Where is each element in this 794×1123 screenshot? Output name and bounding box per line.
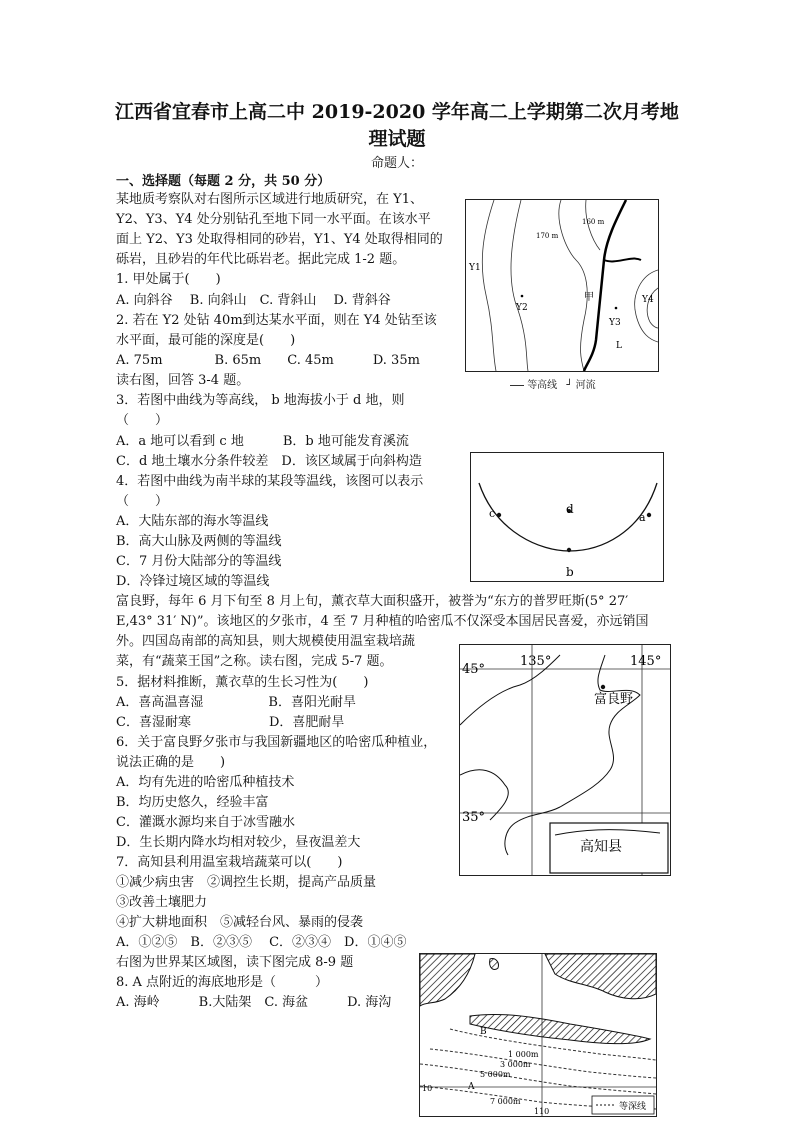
text-line: 说法正确的是 )	[116, 755, 226, 770]
text-line: 6．关于富良野夕张市与我国新疆地区的哈密瓜种植业，	[116, 735, 437, 750]
text-line: C．7 月份大陆部分的等温线	[116, 554, 282, 569]
text-line: 砾岩，且砂岩的年代比砾岩老。据此完成 1-2 题。	[116, 252, 406, 267]
label-lat-35: 35°	[462, 810, 486, 825]
label-c: c	[489, 507, 496, 520]
label-b-point: B	[480, 1027, 487, 1037]
text-line: D．冷锋过境区域的等温线	[116, 574, 270, 589]
figure-contour-map	[465, 199, 659, 372]
text-line: C．灌溉水源均来自于冰雪融水	[116, 815, 295, 830]
label-lon-110: 110	[534, 1107, 550, 1116]
text-line: A. 向斜谷 B. 向斜山 C. 背斜山 D. 背斜谷	[116, 293, 391, 308]
text-line: A．①②⑤ B．②③⑤ C．②③④ D．①④⑤	[116, 935, 407, 950]
section-heading: 一、选择题（每题 2 分，共 50 分）	[116, 174, 331, 189]
text-line: C．喜湿耐寒 D．喜肥耐旱	[116, 715, 345, 730]
label-b: b	[566, 565, 574, 579]
text-line: 右图为世界某区域图，读下图完成 8-9 题	[116, 955, 354, 970]
text-line: （ ）	[116, 413, 169, 428]
page-title-line2: 理试题	[368, 128, 426, 150]
text-line: A．喜高温喜湿 B．喜阳光耐旱	[116, 695, 356, 710]
figure-ocean-map	[419, 953, 657, 1117]
text-line: ③改善土壤肥力	[116, 895, 208, 910]
depth-5000: 5 000m	[480, 1070, 511, 1079]
depth-3000: 3 000m	[500, 1060, 531, 1069]
author-label: 命题人：	[370, 156, 423, 171]
text-line: A. 海岭 B.大陆架 C. 海盆 D. 海沟	[116, 995, 392, 1010]
figure1-legend: 等高线 ┘ 河流	[510, 376, 596, 391]
text-line: （ ）	[116, 494, 169, 509]
text-line: A．均有先进的哈密瓜种植技术	[116, 775, 295, 790]
text-line: 菜，有“蔬菜王国”之称。读右图，完成 5-7 题。	[116, 654, 393, 669]
text-line: 富良野，每年 6 月下旬至 8 月上旬，薰衣草大面积盛开，被誉为“东方的普罗旺斯(5° 27′	[116, 594, 629, 609]
text-line: D．生长期内降水均相对较少，昼夜温差大	[116, 835, 361, 850]
contour-label-170: 170 m	[536, 232, 559, 240]
text-line: 外。四国岛南部的高知县，则大规模使用温室栽培蔬	[116, 634, 416, 649]
text-line: E,43° 31′ N)”。该地区的夕张市，4 至 7 月种植的哈密瓜不仅深受本国居民喜爱，亦远销国	[116, 614, 649, 629]
text-line: 水平面，最可能的深度是( )	[116, 333, 296, 348]
legend-depth-contour: 等深线	[619, 1102, 647, 1112]
label-lon-135: 135°	[520, 654, 552, 669]
label-lat-45: 45°	[462, 662, 486, 677]
figure-japan-map	[459, 644, 671, 876]
legend-river: 河流	[575, 380, 596, 391]
text-line: ①减少病虫害 ②调控生长期，提高产品质量	[116, 875, 377, 890]
text-line: B．高大山脉及两侧的等温线	[116, 534, 282, 549]
label-furano: 富良野	[594, 692, 634, 707]
label-y2: Y2	[516, 303, 528, 313]
text-line: A．a 地可以看到 c 地 B．b 地可能发育溪流	[116, 434, 409, 449]
label-a-point: A	[468, 1082, 475, 1092]
label-jia: 甲	[584, 292, 594, 303]
page-title: 江西省宜春市上高二中 2019-2020 学年高二上学期第二次月考地	[115, 101, 679, 123]
text-line: 2. 若在 Y2 处钻 40m到达某水平面，则在 Y4 处钻至该	[116, 313, 437, 328]
label-d: d	[566, 502, 574, 516]
label-y3: Y3	[609, 318, 621, 328]
text-line: 5．据材料推断，薰衣草的生长习性为( )	[116, 675, 369, 690]
legend-contour: 等高线	[527, 380, 558, 391]
contour-label-160: 160 m	[582, 218, 605, 226]
label-lat-10: 10	[422, 1084, 433, 1093]
figure-curve	[470, 452, 664, 582]
label-y1: Y1	[469, 263, 481, 273]
label-y4: Y4	[642, 295, 654, 305]
depth-1000: 1 000m	[508, 1050, 539, 1059]
label-kochi: 高知县	[580, 839, 622, 855]
text-line: C．d 地土壤水分条件较差 D．该区域属于向斜构造	[116, 454, 422, 469]
text-line: 1. 甲处属于( )	[116, 272, 221, 287]
depth-7000: 7 000m	[490, 1097, 521, 1106]
text-line: 读右图，回答 3-4 题。	[116, 373, 250, 388]
label-l: L	[616, 341, 622, 351]
text-line: A．大陆东部的海水等温线	[116, 514, 269, 529]
text-line: 3．若图中曲线为等高线， b 地海拔小于 d 地，则	[116, 393, 405, 408]
text-line: 8. A 点附近的海底地形是（ ）	[116, 975, 329, 990]
text-line: A. 75m B. 65m C. 45m D. 35m	[116, 353, 420, 368]
text-line: Y2、Y3、Y4 处分别钻孔至地下同一水平面。在该水平	[116, 212, 431, 227]
text-line: 7．高知县利用温室栽培蔬菜可以( )	[116, 855, 343, 870]
label-lon-145: 145°	[630, 654, 662, 669]
text-line: 某地质考察队对右图所示区域进行地质研究，在 Y1、	[116, 192, 423, 207]
label-a: a	[639, 511, 646, 524]
text-line: 面上 Y2、Y3 处取得相同的砂岩，Y1、Y4 处取得相同的	[116, 232, 443, 247]
text-line: B．均历史悠久，经验丰富	[116, 795, 269, 810]
text-line: 4．若图中曲线为南半球的某段等温线，该图可以表示	[116, 474, 424, 489]
text-line: ④扩大耕地面积 ⑤减轻台风、暴雨的侵袭	[116, 915, 364, 930]
